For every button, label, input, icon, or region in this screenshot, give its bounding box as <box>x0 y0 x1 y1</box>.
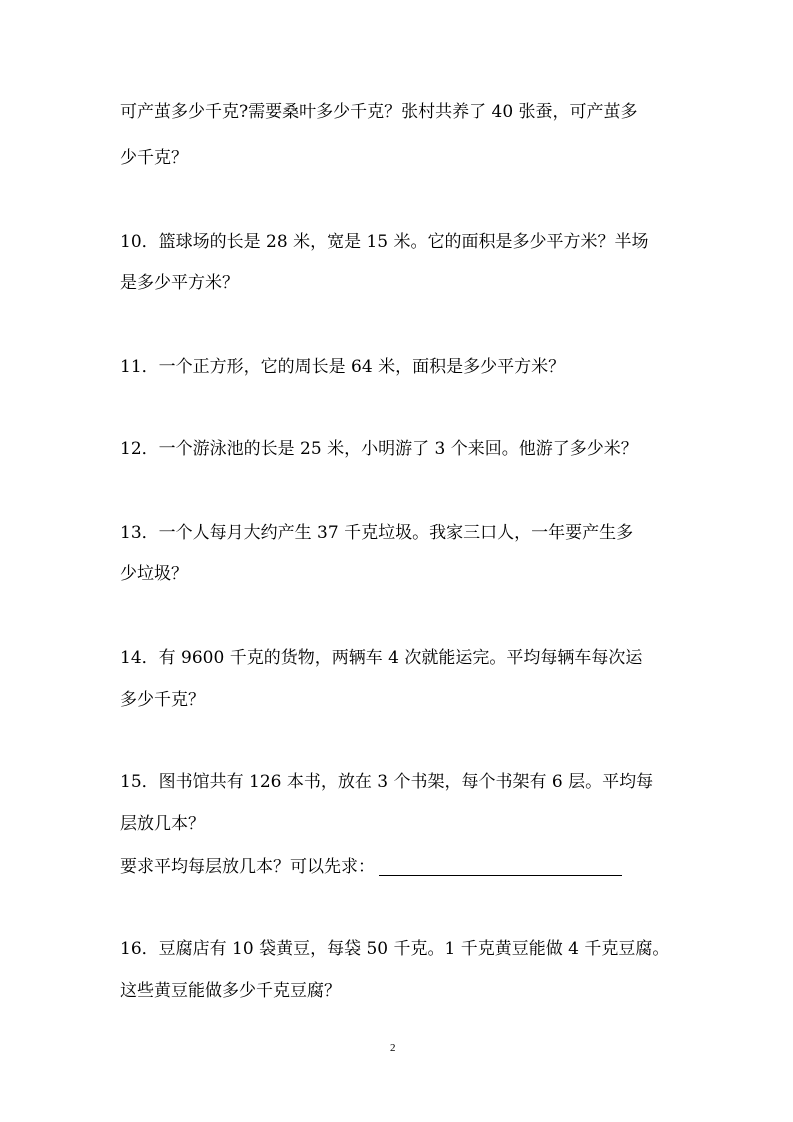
problem-12-line-1: 12．一个游泳池的长是 25 米，小明游了 3 个来回。他游了多少米？ <box>120 439 638 459</box>
problem-14-line-2: 多少千克？ <box>120 690 205 710</box>
problem-11-line-1: 11．一个正方形，它的周长是 64 米，面积是多少平方米？ <box>120 357 566 377</box>
problem-15-line-1: 15．图书馆共有 126 本书，放在 3 个书架，每个书架有 6 层。平均每 <box>120 772 654 792</box>
answer-blank-line[interactable] <box>379 857 622 876</box>
problem-16-line-2: 这些黄豆能做多少千克豆腐？ <box>120 981 341 1001</box>
problem-14-line-1: 14．有 9600 千克的货物，两辆车 4 次就能运完。平均每辆车每次运 <box>120 648 643 668</box>
problem-9-continued-line-1: 可产茧多少千克?需要桑叶多少千克？张村共养了 40 张蚕，可产茧多 <box>120 102 638 122</box>
problem-10-line-2: 是多少平方米？ <box>120 273 239 293</box>
problem-16-line-1: 16．豆腐店有 10 袋黄豆，每袋 50 千克。1 千克黄豆能做 4 千克豆腐。 <box>120 939 670 959</box>
problem-15-prompt-text: 要求平均每层放几本？可以先求： <box>120 857 375 877</box>
problem-10-line-1: 10．篮球场的长是 28 米，宽是 15 米。它的面积是多少平方米？半场 <box>120 232 649 252</box>
problem-15-line-2: 层放几本？ <box>120 814 205 834</box>
page-number: 2 <box>390 1042 396 1054</box>
problem-13-line-1: 13．一个人每月大约产生 37 千克垃圾。我家三口人，一年要产生多 <box>120 523 634 543</box>
problem-13-line-2: 少垃圾？ <box>120 564 188 584</box>
problem-9-continued-line-2: 少千克？ <box>120 148 188 168</box>
problem-15-prompt <box>120 857 622 876</box>
